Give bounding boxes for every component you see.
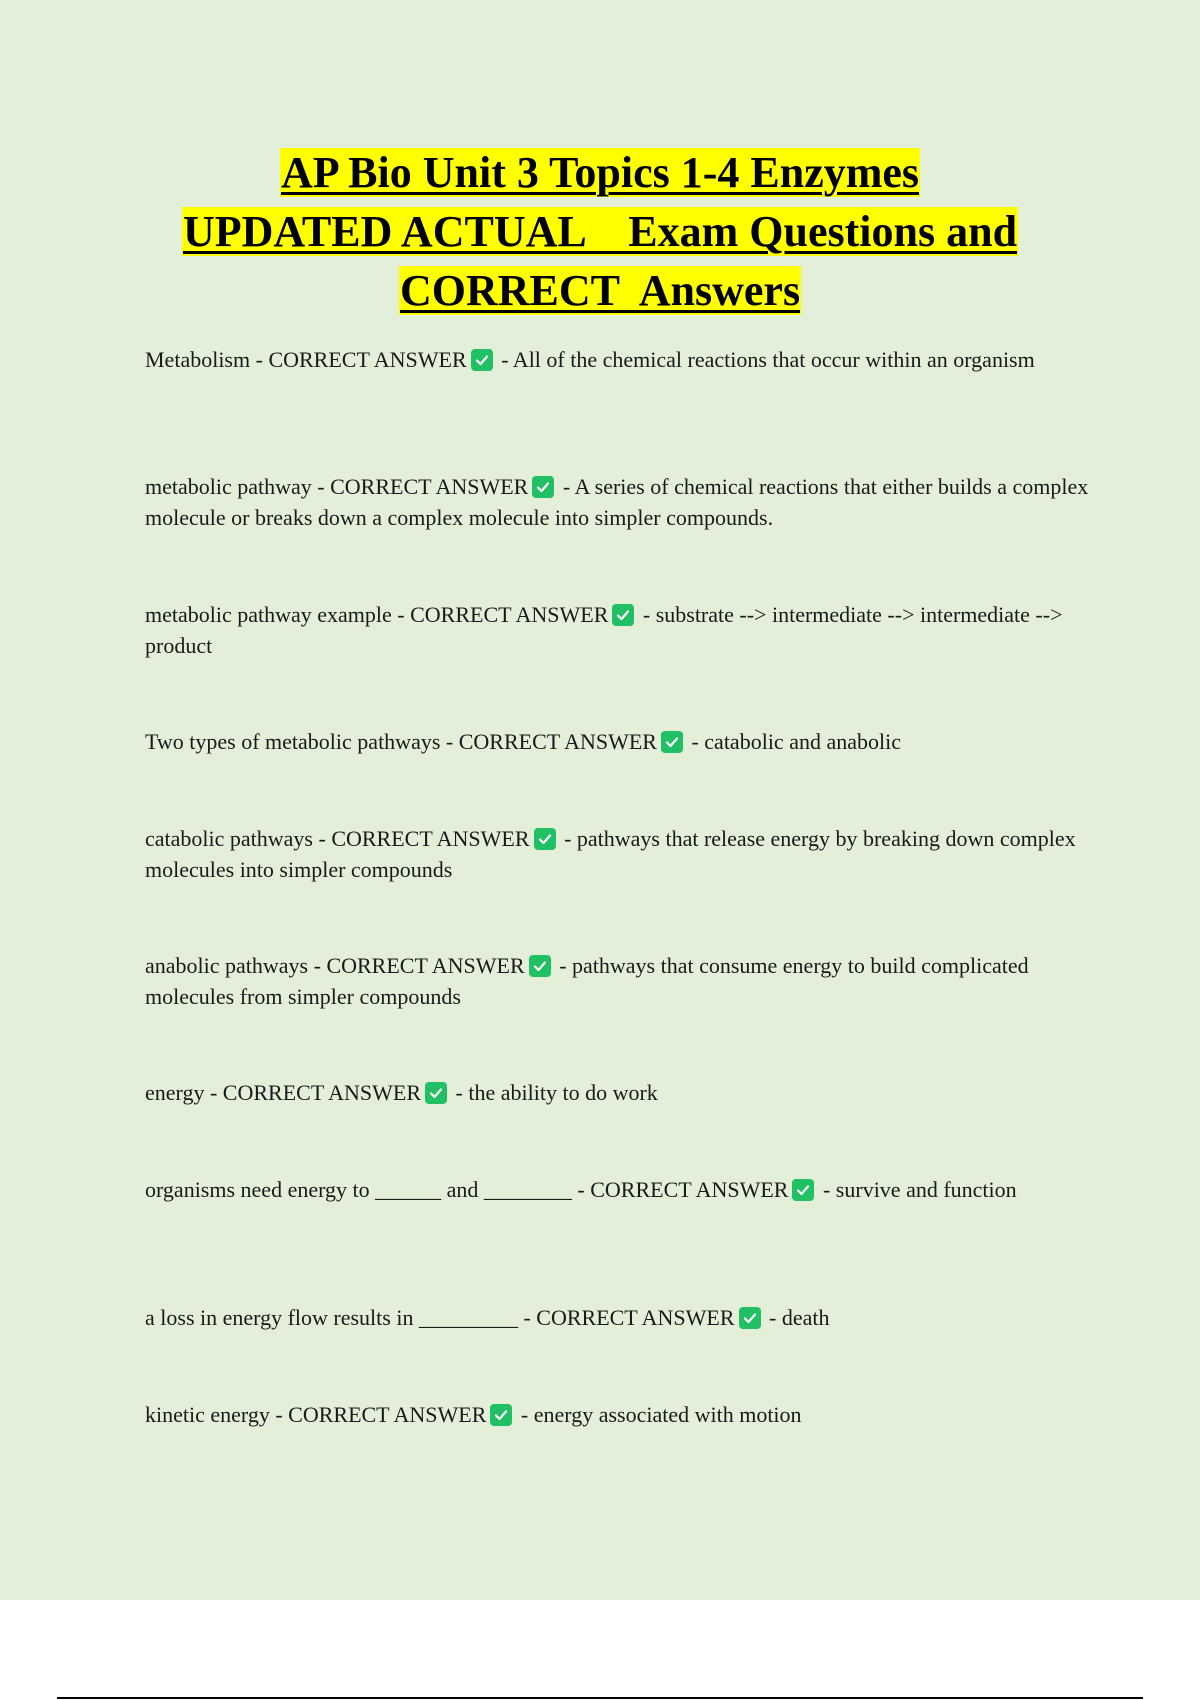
answer-text: - survive and function bbox=[817, 1177, 1017, 1202]
answer-marker: CORRECT ANSWER bbox=[222, 1080, 422, 1105]
answer-marker: CORRECT ANSWER bbox=[590, 1177, 789, 1202]
check-mark-icon bbox=[532, 476, 554, 498]
answer-marker: CORRECT ANSWER bbox=[326, 953, 525, 978]
question-term: Two types of metabolic pathways - bbox=[145, 729, 459, 754]
check-mark-icon bbox=[661, 731, 683, 753]
qa-item-metabolic-pathway bbox=[145, 471, 1105, 533]
answer-text: - the ability to do work bbox=[450, 1080, 658, 1105]
answer-marker: CORRECT ANSWER bbox=[288, 1402, 487, 1427]
check-mark-icon bbox=[471, 349, 493, 371]
question-term: a loss in energy flow results in _________ - bbox=[145, 1305, 537, 1330]
answer-marker: CORRECT ANSWER bbox=[330, 474, 529, 499]
qa-item-organisms-need-energy bbox=[145, 1174, 1105, 1205]
title-line: UPDATED ACTUAL Exam Questions and bbox=[182, 207, 1018, 256]
answer-text: - pathways that consume energy to build complicated molecules from simpler compounds bbox=[145, 953, 1029, 1009]
answer-text: - A series of chemical reactions that either builds a complex molecule or breaks down a complex molecule into simpler compounds. bbox=[145, 474, 1089, 530]
document-title bbox=[0, 143, 1200, 320]
question-term: organisms need energy to ______ and ________ - bbox=[145, 1177, 591, 1202]
question-term: catabolic pathways - bbox=[145, 826, 332, 851]
qa-item-two-types-of-pathways bbox=[145, 726, 1105, 757]
title-line: AP Bio Unit 3 Topics 1-4 Enzymes bbox=[280, 148, 920, 197]
answer-marker: CORRECT ANSWER bbox=[536, 1305, 735, 1330]
check-mark-icon bbox=[739, 1307, 761, 1329]
answer-marker: CORRECT ANSWER bbox=[331, 826, 530, 851]
answer-text: - pathways that release energy by breaking down complex molecules into simpler compounds bbox=[145, 826, 1076, 882]
answer-text: - substrate --> intermediate --> intermediate --> product bbox=[145, 602, 1063, 658]
answer-text: - death bbox=[763, 1305, 830, 1330]
qa-item-anabolic-pathways bbox=[145, 950, 1105, 1012]
answer-marker: CORRECT ANSWER bbox=[458, 729, 657, 754]
question-term: energy - bbox=[145, 1080, 223, 1105]
question-term: kinetic energy - bbox=[145, 1402, 289, 1427]
check-mark-icon bbox=[425, 1082, 447, 1104]
qa-item-kinetic-energy bbox=[145, 1399, 1105, 1430]
question-term: metabolic pathway - bbox=[145, 474, 331, 499]
question-term: Metabolism - bbox=[145, 347, 269, 372]
qa-item-loss-in-energy-flow bbox=[145, 1302, 1105, 1333]
title-line: CORRECT Answers bbox=[399, 266, 801, 315]
answer-text: - energy associated with motion bbox=[515, 1402, 802, 1427]
qa-item-catabolic-pathways bbox=[145, 823, 1105, 885]
answer-marker: CORRECT ANSWER bbox=[268, 347, 467, 372]
qa-item-energy bbox=[145, 1077, 1105, 1108]
check-mark-icon bbox=[490, 1404, 512, 1426]
check-mark-icon bbox=[534, 828, 556, 850]
qa-item-metabolism bbox=[145, 344, 1105, 375]
check-mark-icon bbox=[529, 955, 551, 977]
check-mark-icon bbox=[792, 1179, 814, 1201]
qa-item-metabolic-pathway-example bbox=[145, 599, 1105, 661]
answer-text: - All of the chemical reactions that occur within an organism bbox=[495, 347, 1035, 372]
question-term: anabolic pathways - bbox=[145, 953, 327, 978]
answer-marker: CORRECT ANSWER bbox=[410, 602, 609, 627]
footer-divider bbox=[57, 1697, 1143, 1699]
question-term: metabolic pathway example - bbox=[145, 602, 411, 627]
check-mark-icon bbox=[612, 604, 634, 626]
answer-text: - catabolic and anabolic bbox=[685, 729, 901, 754]
